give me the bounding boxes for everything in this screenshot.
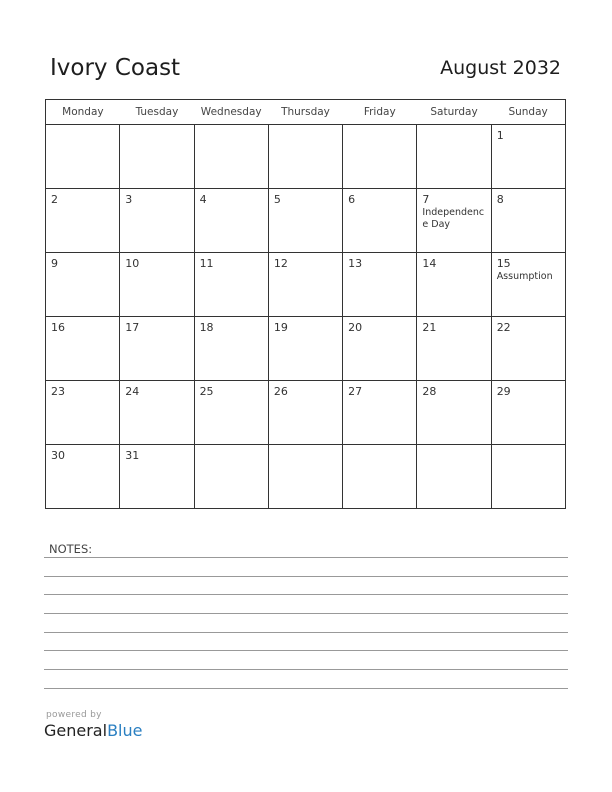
day-number: 13 — [348, 257, 363, 270]
day-cell — [194, 317, 268, 381]
week-row — [46, 381, 566, 445]
day-cell — [194, 253, 268, 317]
day-cell — [194, 189, 268, 253]
day-cell — [268, 445, 342, 509]
day-cell — [343, 253, 417, 317]
generalblue-logo[interactable] — [44, 721, 142, 740]
day-cell — [46, 125, 120, 189]
day-number: 27 — [348, 385, 363, 398]
day-number: 23 — [51, 385, 65, 398]
day-cell — [120, 125, 194, 189]
day-cell — [417, 253, 491, 317]
week-row — [46, 445, 566, 509]
holiday-label: Independence Day — [422, 207, 485, 230]
day-number: 7 — [422, 193, 430, 206]
day-number: 5 — [273, 193, 281, 206]
note-line — [44, 669, 568, 670]
note-line — [44, 650, 568, 651]
day-cell — [417, 125, 491, 189]
day-cell — [268, 125, 342, 189]
day-number: 8 — [496, 193, 504, 206]
day-number: 17 — [125, 321, 140, 334]
day-cell — [194, 125, 268, 189]
weekday-friday: Friday — [343, 100, 417, 125]
day-cell — [343, 445, 417, 509]
day-cell — [491, 445, 565, 509]
day-cell — [268, 317, 342, 381]
day-number: 24 — [125, 385, 140, 398]
day-cell — [46, 189, 120, 253]
note-line — [44, 557, 568, 558]
weekday-thursday: Thursday — [268, 100, 342, 125]
day-number: 25 — [199, 385, 214, 398]
calendar-grid — [45, 99, 566, 509]
day-number: 16 — [51, 321, 65, 334]
day-number: 31 — [125, 449, 140, 462]
day-cell — [120, 189, 194, 253]
day-cell — [491, 253, 565, 317]
day-cell — [120, 445, 194, 509]
weekday-sunday: Sunday — [491, 100, 565, 125]
week-row — [46, 317, 566, 381]
day-cell — [417, 381, 491, 445]
weekday-header-row — [46, 100, 566, 125]
note-line — [44, 576, 568, 577]
day-cell — [491, 189, 565, 253]
day-cell — [417, 189, 491, 253]
day-number: 9 — [51, 257, 58, 270]
weekday-wednesday: Wednesday — [194, 100, 268, 125]
weekday-monday: Monday — [46, 100, 120, 125]
day-cell — [343, 381, 417, 445]
day-cell — [491, 381, 565, 445]
day-cell — [46, 445, 120, 509]
notes-label: NOTES: — [49, 542, 93, 556]
day-number: 10 — [125, 257, 140, 270]
week-row — [46, 189, 566, 253]
day-cell — [343, 125, 417, 189]
day-number: 6 — [348, 193, 356, 206]
day-cell — [46, 317, 120, 381]
day-cell — [491, 125, 565, 189]
day-number: 3 — [125, 193, 133, 206]
day-cell — [417, 317, 491, 381]
day-number: 20 — [348, 321, 363, 334]
holiday-label: Assumption — [496, 271, 553, 282]
country-title: Ivory Coast — [50, 55, 181, 81]
powered-by-text: powered by — [46, 710, 102, 720]
day-number: 11 — [199, 257, 214, 270]
day-number: 2 — [51, 193, 58, 206]
day-cell — [417, 445, 491, 509]
day-cell — [268, 189, 342, 253]
day-number: 18 — [199, 321, 214, 334]
brand-general: General — [44, 721, 108, 740]
day-number: 21 — [422, 321, 437, 334]
day-cell — [46, 381, 120, 445]
day-number: 4 — [199, 193, 207, 206]
day-number: 28 — [422, 385, 437, 398]
day-number: 26 — [273, 385, 288, 398]
day-cell — [268, 381, 342, 445]
weekday-tuesday: Tuesday — [120, 100, 194, 125]
week-row — [46, 125, 566, 189]
day-number: 12 — [273, 257, 288, 270]
day-number: 30 — [51, 449, 65, 462]
day-number: 15 — [496, 257, 511, 270]
day-number: 1 — [496, 129, 504, 142]
note-line — [44, 594, 568, 595]
note-line — [44, 688, 568, 689]
day-number: 22 — [496, 321, 511, 334]
weekday-saturday: Saturday — [417, 100, 491, 125]
day-cell — [120, 253, 194, 317]
note-line — [44, 613, 568, 614]
day-cell — [491, 317, 565, 381]
day-cell — [194, 381, 268, 445]
day-cell — [120, 381, 194, 445]
day-cell — [343, 317, 417, 381]
day-cell — [194, 445, 268, 509]
day-number: 29 — [496, 385, 511, 398]
month-year-title: August 2032 — [440, 57, 561, 79]
day-cell — [120, 317, 194, 381]
day-cell — [268, 253, 342, 317]
day-number: 14 — [422, 257, 437, 270]
day-cell — [343, 189, 417, 253]
day-cell — [46, 253, 120, 317]
day-number: 19 — [273, 321, 288, 334]
brand-blue: Blue — [107, 721, 143, 740]
week-row — [46, 253, 566, 317]
note-line — [44, 632, 568, 633]
